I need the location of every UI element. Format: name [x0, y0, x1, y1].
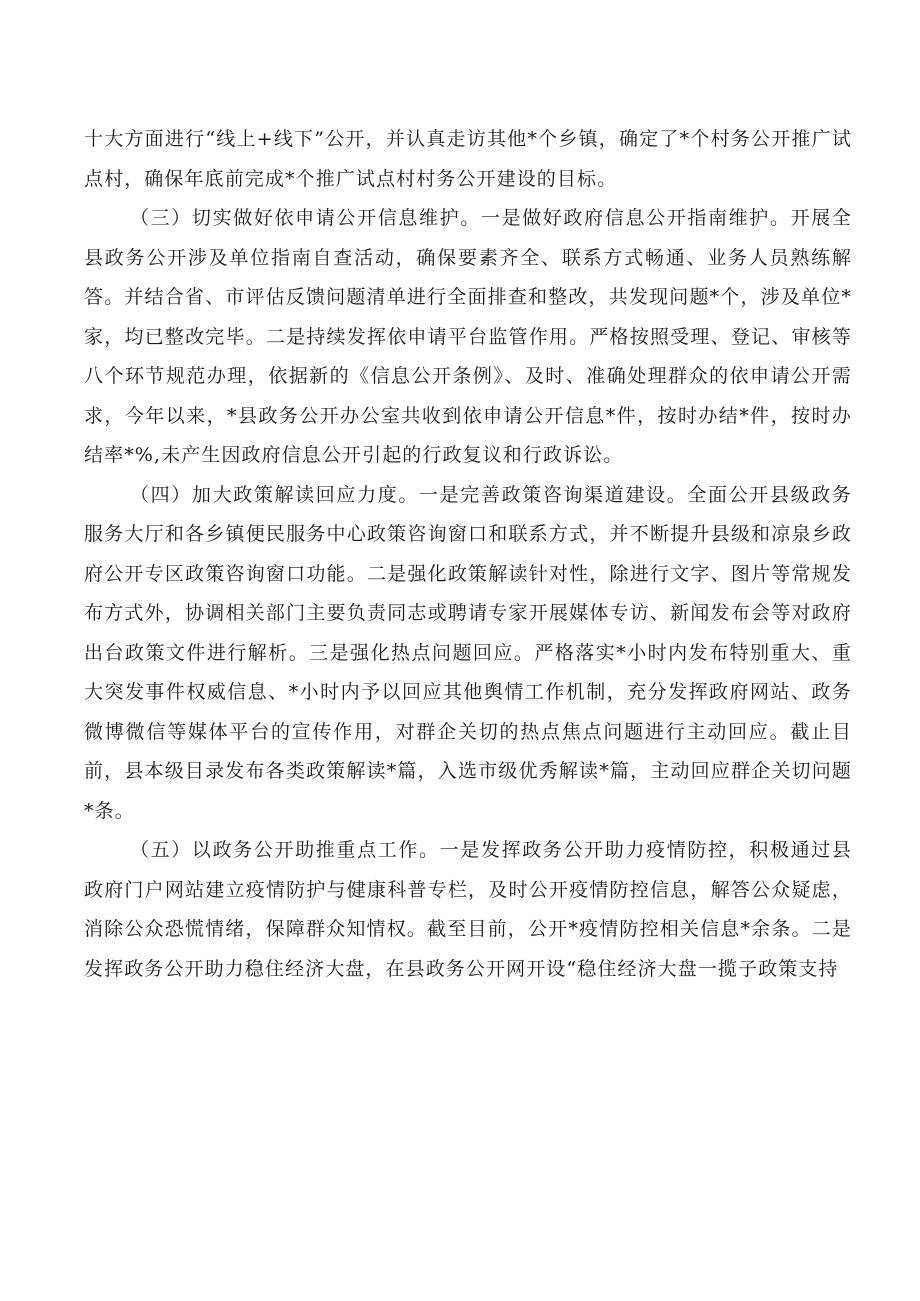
paragraph-section-3: （三）切实做好依申请公开信息维护。一是做好政府信息公开指南维护。开展全县政务公开涉及单位指南自查活动，确保要素齐全、联系方式畅通、业务人员熟练解答。并结合省、市评估反馈问题清单进行全面排查和整改，共发现问题*个，涉及单位*家，均已整改完毕。二是持续发挥依申请平台监管作用。严格按照受理、登记、审核等八个环节规范办理，依据新的《信息公开条例》、及时、准确处理群众的依申请公开需求，今年以来，*县政务公开办公室共收到依申请公开信息*件，按时办结*件，按时办结率*%,未产生因政府信息公开引起的行政复议和行政诉讼。 — [84, 207, 852, 466]
paragraph-section-5: （五）以政务公开助推重点工作。一是发挥政务公开助力疫情防控，积极通过县政府门户网站建立疫情防护与健康科普专栏，及时公开疫情防控信息，解答公众疑虑，消除公众恐慌情绪，保障群众知情权。截至目前，公开*疫情防控相关信息*余条。二是发挥政务公开助力稳住经济大盘，在县政务公开网开设“稳住经济大盘一揽子政策支持 — [84, 839, 852, 980]
document-body — [84, 120, 852, 989]
paragraph-continuation: 十大方面进行“线上+线下”公开，并认真走访其他*个乡镇，确定了*个村务公开推广试点村，确保年底前完成*个推广试点村村务公开建设的目标。 — [84, 128, 852, 190]
paragraph-section-4: （四）加大政策解读回应力度。一是完善政策咨询渠道建设。全面公开县级政务服务大厅和各乡镇便民服务中心政策咨询窗口和联系方式，并不断提升县级和凉泉乡政府公开专区政策咨询窗口功能。二是强化政策解读针对性，除进行文字、图片等常规发布方式外，协调相关部门主要负责同志或聘请专家开展媒体专访、新闻发布会等对政府出台政策文件进行解析。三是强化热点问题回应。严格落实*小时内发布特别重大、重大突发事件权威信息、*小时内予以回应其他舆情工作机制，充分发挥政府网站、政务微博微信等媒体平台的宣传作用，对群企关切的热点焦点问题进行主动回应。截止目前，县本级目录发布各类政策解读*篇，入选市级优秀解读*篇，主动回应群企关切问题*条。 — [84, 483, 852, 822]
